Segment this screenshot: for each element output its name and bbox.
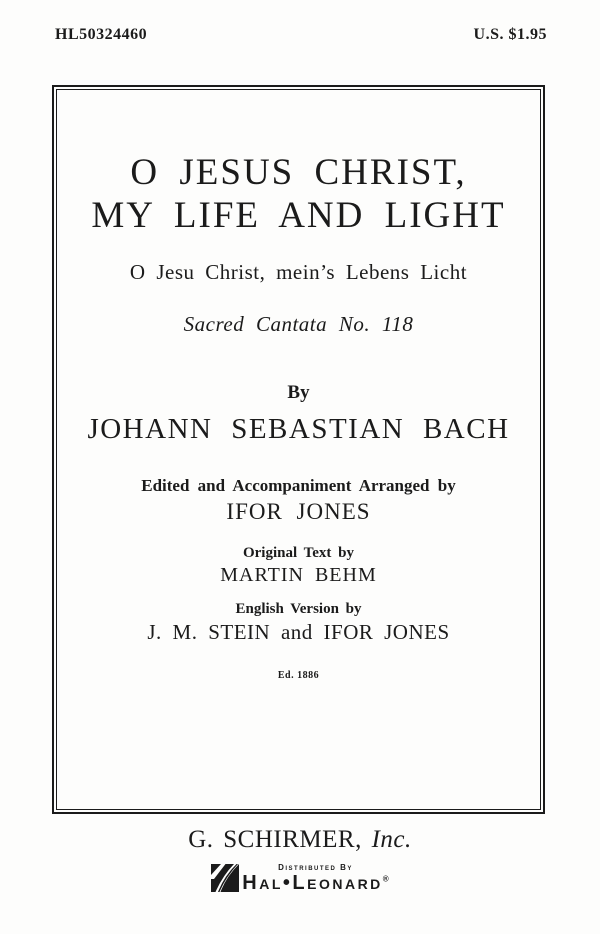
work-title [57, 152, 540, 238]
arranger-name: IFOR JONES [226, 498, 371, 524]
distributor-text [242, 863, 388, 893]
price-label: U.S. $1.95 [473, 26, 547, 43]
distributor-block [0, 863, 600, 893]
german-subtitle: O Jesu Christ, mein’s Lebens Licht [129, 259, 468, 284]
registered-mark: ® [382, 874, 389, 884]
arranger-label: Edited and Accompaniment Arranged by [141, 475, 456, 495]
title-line-2: MY LIFE AND LIGHT [91, 194, 506, 236]
publisher-suffix: Inc. [371, 826, 412, 853]
original-text-label: Original Text by [242, 544, 355, 561]
cantata-number: Sacred Cantata No. 118 [183, 311, 414, 336]
distributed-by-label: Distributed By [278, 863, 353, 872]
publisher-line [0, 826, 600, 854]
hal-leonard-logo-icon [211, 864, 239, 892]
edition-number: Ed. 1886 [277, 669, 320, 681]
composer-name: JOHANN SEBASTIAN BACH [87, 412, 510, 445]
cover-frame [52, 85, 545, 814]
by-label: By [287, 381, 310, 403]
distributor-wordmark-text: Hal•Leonard [242, 872, 383, 894]
english-version-authors: J. M. STEIN and IFOR JONES [147, 619, 450, 644]
title-line-1: O JESUS CHRIST, [130, 152, 467, 193]
publisher-name: G. SCHIRMER, [188, 826, 362, 853]
cover-frame-inner [56, 89, 541, 810]
distributor-wordmark [242, 873, 388, 893]
catalog-number: HL50324460 [55, 26, 148, 43]
original-text-author: MARTIN BEHM [220, 563, 377, 586]
english-version-label: English Version by [235, 600, 362, 617]
